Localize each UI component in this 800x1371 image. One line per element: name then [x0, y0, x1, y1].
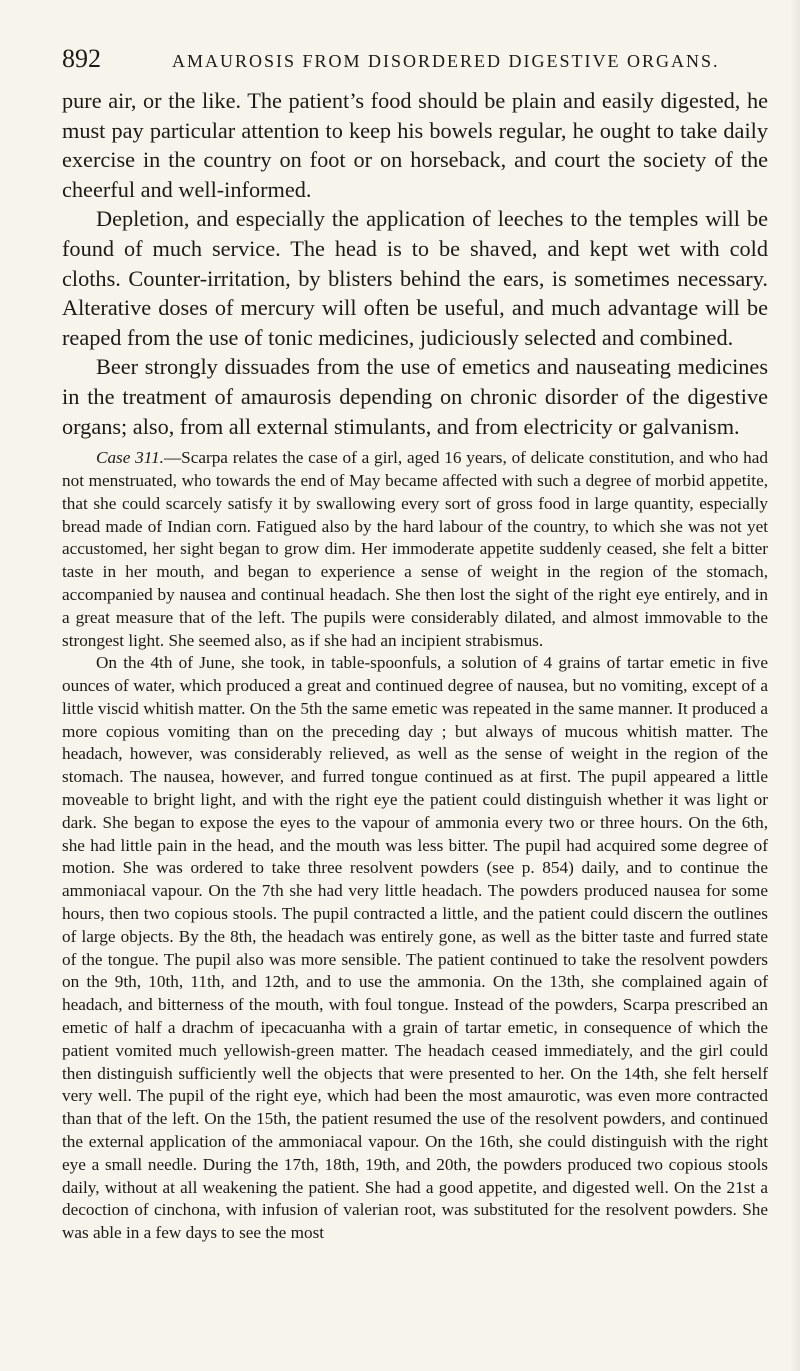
paragraph-depletion: Depletion, and especially the application of leeches to the temples will be found of much service. The head is to be shaved, and kept wet with cold cloths. Counter-irritation, by blisters behind the ears, is sometimes necessary. Alterative doses of mercury will often be useful, and much advantage will be reaped from the use of tonic medicines, judiciously selected and combined. [62, 206, 768, 350]
case-continuation-paragraph: On the 4th of June, she took, in table-spoonfuls, a solution of 4 grains of tartar emetic in five ounces of water, which produced a great and continued degree of nausea, but no vomiting, except of a little viscid whitish matter. On the 5th the same emetic was repeated in the same manner. It produced a more copious vomiting than on the preceding day ; but always of mucous whitish matter. The headach, however, was considerably relieved, as well as the sense of weight in the region of the stomach. The nausea, however, and furred tongue continued as at first. The pupil appeared a little moveable to bright light, and with the right eye the patient could distinguish whether it was light or dark. She began to expose the eyes to the vapour of ammonia every two or three hours. On the 6th, she had little pain in the head, and the mouth was less bitter. The pupil had acquired some degree of motion. She was ordered to take three resolvent powders (see p. 854) daily, and to continue the ammoniacal vapour. On the 7th she had very little headach. The powders produced nausea for some hours, then two copious stools. The pupil contracted a little, and the patient could discern the outlines of large objects. By the 8th, the headach was entirely gone, as well as the bitter taste and furred state of the tongue. The pupil also was more sensible. The patient continued to take the resolvent powders on the 9th, 10th, 11th, and 12th, and to use the ammonia. On the 13th, she complained again of headach, and bitterness of the mouth, with foul tongue. Instead of the powders, Scarpa prescribed an emetic of half a drachm of ipecacuanha with a grain of tartar emetic, in consequence of which the patient vomited much yellowish-green matter. The headach ceased immediately, and the girl could then distinguish sufficiently well the objects that were presented to her. On the 14th, she felt herself very well. The pupil of the right eye, which had been the most amaurotic, was even more contracted than that of the left. On the 15th, the patient resumed the use of the resolvent powders, and continued the external application of the ammoniacal vapour. On the 16th, she could distinguish with the right eye a small needle. During the 17th, 18th, 19th, and 20th, the powders produced two copious stools daily, without at all weakening the patient. She had a good appetite, and digested well. On the 21st a decoction of cinchona, with infusion of valerian root, was substituted for the resolvent powders. She was able in a few days to see the most [62, 653, 768, 1243]
page-edge-shadow [790, 0, 800, 1371]
large-type-section [62, 86, 768, 441]
body-text [62, 86, 768, 1245]
case-paragraph [62, 447, 768, 652]
paragraph-beer: Beer strongly dissuades from the use of emetics and nauseating medicines in the treatment of amaurosis depending on chronic disorder of the digestive organs; also, from all external stimulants, and from electricity or galvanism. [62, 354, 768, 439]
running-head [62, 42, 762, 78]
case-text: —Scarpa relates the case of a girl, aged 16 years, of delicate constitution, and who had not menstruated, who towards the end of May became affected with such a degree of morbid appetite, that she could scarcely satisfy it by swallowing every sort of gross food in large quantity, especially bread made of Indian corn. Fatigued also by the hard labour of the country, to which she was not yet accustomed, her sight began to grow dim. Her immoderate appetite suddenly ceased, she felt a bitter taste in her mouth, and began to experience a sense of weight in the region of the stomach, accompanied by nausea and continual headach. She then lost the sight of the right eye entirely, and in a great measure that of the left. The pupils were considerably dilated, and almost immovable to the strongest light. She seemed also, as if she had an incipient strabismus. [62, 448, 768, 650]
running-title: AMAUROSIS FROM DISORDERED DIGESTIVE ORGANS. [172, 51, 720, 71]
paragraph-continued: pure air, or the like. The patient’s food should be plain and easily digested, he must pay particular attention to keep his bowels regular, he ought to take daily exercise in the country on foot or on horseback, and court the society of the cheerful and well-informed. [62, 88, 768, 202]
page-number: 892 [62, 44, 101, 73]
case-label: Case 311. [96, 448, 164, 468]
small-type-section [62, 447, 768, 1245]
